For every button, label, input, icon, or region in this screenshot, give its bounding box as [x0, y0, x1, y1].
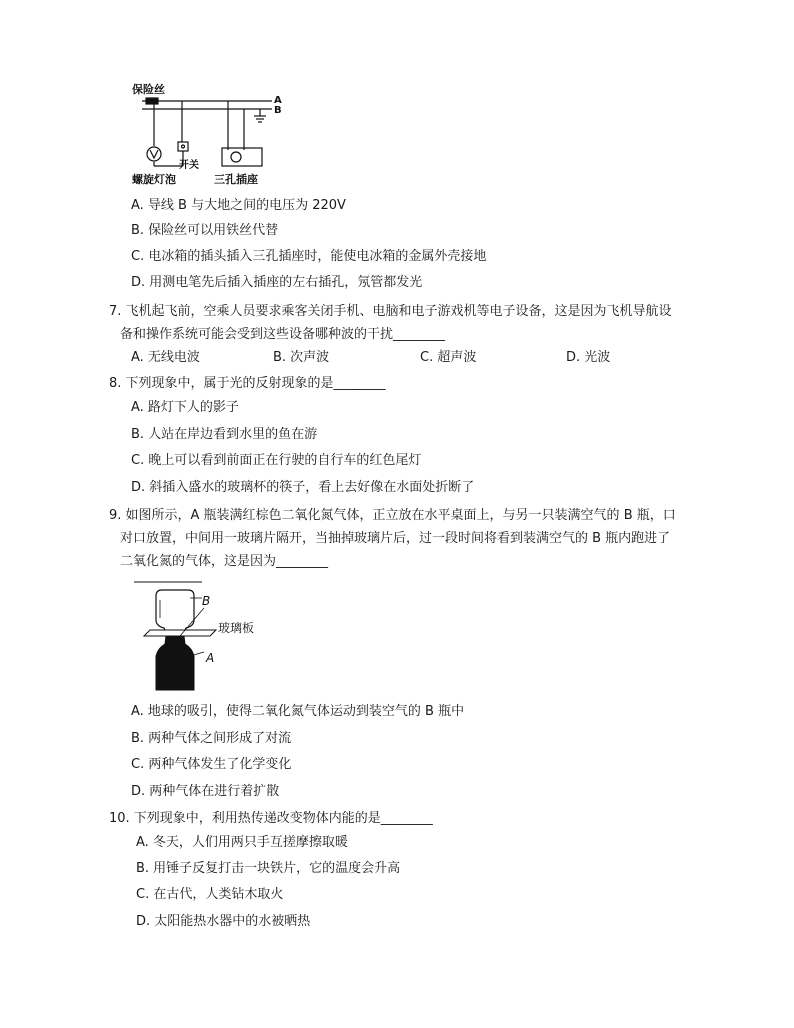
q6-option-c: C. 电冰箱的插头插入三孔插座时，能使电冰箱的金属外壳接地: [131, 249, 487, 264]
q6-option-b: B. 保险丝可以用铁丝代替: [131, 223, 279, 238]
q9-option-d: D. 两种气体在进行着扩散: [131, 784, 280, 799]
household-circuit-figure: [132, 80, 292, 188]
bulb-label: 螺旋灯泡: [132, 173, 176, 186]
bottle-b-label: B: [202, 594, 211, 608]
q10-stem: 10. 下列现象中，利用热传递改变物体内能的是________: [109, 811, 433, 826]
switch-label: 开关: [179, 160, 199, 171]
q7-stem-line2: 备和操作系统可能会受到这些设备哪种波的干扰________: [120, 327, 446, 342]
q9-stem-line2: 对口放置，中间用一玻璃片隔开，当抽掉玻璃片后，过一段时间将看到装满空气的 B 瓶内跑进了: [120, 531, 671, 546]
switch-icon: [178, 142, 188, 151]
q7-option-c: C. 超声波: [420, 350, 477, 365]
q9-option-a: A. 地球的吸引，使得二氧化氮气体运动到装空气的 B 瓶中: [131, 704, 465, 719]
bottle-b-icon: [156, 590, 194, 632]
q9-stem-line3: 二氧化氮的气体，这是因为________: [120, 554, 329, 569]
q8-stem: 8. 下列现象中，属于光的反射现象的是________: [109, 376, 386, 391]
glass-plate-label: 玻璃板: [218, 621, 255, 635]
fuse-label: 保险丝: [132, 83, 165, 96]
q8-option-a: A. 路灯下人的影子: [131, 400, 239, 415]
line-b-label: B: [274, 105, 282, 116]
q10-option-d: D. 太阳能热水器中的水被晒热: [136, 914, 311, 929]
q8-option-b: B. 人站在岸边看到水里的鱼在游: [131, 427, 318, 442]
q9-stem-line1: 9. 如图所示，A 瓶装满红棕色二氧化氮气体，正立放在水平桌面上，与另一只装满空气的 B 瓶，口: [109, 508, 676, 523]
q10-option-b: B. 用锤子反复打击一块铁片，它的温度会升高: [136, 861, 401, 876]
q8-option-d: D. 斜插入盛水的玻璃杯的筷子，看上去好像在水面处折断了: [131, 480, 475, 495]
glass-plate-icon: [144, 630, 216, 636]
socket-label: 三孔插座: [214, 173, 258, 186]
q10-option-c: C. 在古代，人类钻木取火: [136, 887, 284, 902]
line-a-label: A: [274, 95, 282, 106]
bottle-a-label: A: [206, 651, 215, 665]
bottle-a-icon: [156, 636, 194, 690]
gas-diffusion-figure: [130, 578, 270, 696]
q8-option-c: C. 晚上可以看到前面正在行驶的自行车的红色尾灯: [131, 453, 422, 468]
fuse-icon: [146, 98, 158, 104]
q10-option-a: A. 冬天，人们用两只手互搓摩擦取暖: [136, 835, 348, 850]
q9-option-b: B. 两种气体之间形成了对流: [131, 731, 292, 746]
q7-option-d: D. 光波: [566, 350, 611, 365]
q7-stem-line1: 7. 飞机起飞前，空乘人员要求乘客关闭手机、电脑和电子游戏机等电子设备，这是因为飞机导航设: [109, 304, 672, 319]
q9-option-c: C. 两种气体发生了化学变化: [131, 757, 292, 772]
three-hole-socket-icon: [222, 148, 262, 166]
q6-option-d: D. 用测电笔先后插入插座的左右插孔，氖管都发光: [131, 275, 423, 290]
q7-option-b: B. 次声波: [273, 350, 330, 365]
q7-option-a: A. 无线电波: [131, 350, 200, 365]
q6-option-a: A. 导线 B 与大地之间的电压为 220V: [131, 198, 346, 213]
